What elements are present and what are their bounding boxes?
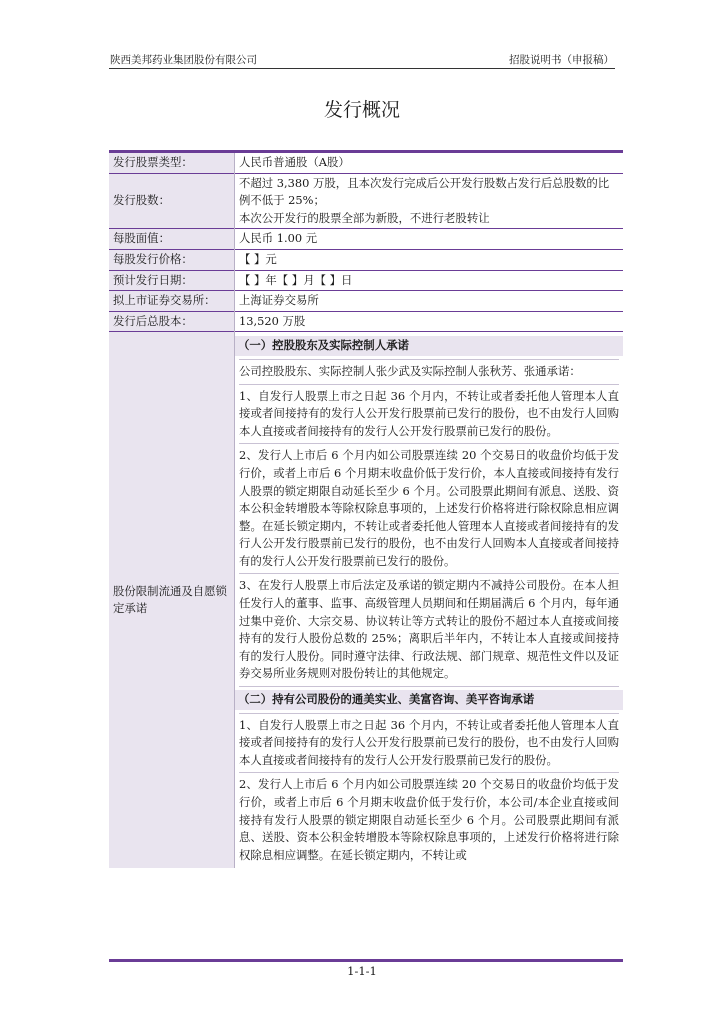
row-label: 每股发行价格： (109, 249, 235, 270)
row-label: 预计发行日期： (109, 270, 235, 291)
header-divider (109, 68, 615, 69)
lockup-label: 股份限制流通及自愿锁定承诺 (109, 332, 235, 869)
page-number: 1-1-1 (347, 964, 377, 978)
row-value (235, 173, 624, 229)
paragraph: 3、在发行人股票上市后法定及承诺的锁定期内不减持公司股份。在本人担任发行人的董事、监事、高级管理人员期间和任期届满后 6 个月内，每年通过集中竞价、大宗交易、协议转让等方式转让的股份不超过本人直接或间接持有的发行人股份总数的 25%；离职后半年内，不转让本人直接或间接持有的发行人股份。同时遵守法律、行政法规、部门规章、规范性文件以及证券交易所业务规则对股份转让的其他规定。 (239, 574, 619, 687)
table-row (109, 173, 623, 229)
table-row (109, 152, 623, 174)
table-row (109, 311, 623, 332)
section-heading: （二）持有公司股份的通美实业、美富咨询、美平咨询承诺 (234, 690, 623, 710)
section-heading: （一）控股股东及实际控制人承诺 (234, 336, 623, 356)
table-row (109, 270, 623, 291)
row-value: 上海证券交易所 (239, 293, 319, 308)
paragraph: 1、自发行人股票上市之日起 36 个月内，不转让或者委托他人管理本人直接或者间接持有的发行人公开发行股票前已发行的股份，也不由发行人回购本人直接或者间接持有的发行人公开发行股票前已发行的股份。 (239, 385, 619, 445)
paragraph: 2、发行人上市后 6 个月内如公司股票连续 20 个交易日的收盘价均低于发行价，或者上市后 6 个月期末收盘价低于发行价，本人直接或间接持有发行人股票的锁定期限自动延长至少 6 个月。公司股票此期间有派息、送股、资本公积金转增股本等除权除息事项的，上述发行价格将进行除权除息相应调整。在延长锁定期内，不转让或者委托他人管理本人直接或者间接持有的发行人公开发行股票前已发行的股份，也不由发行人回购本人直接或者间接持有的发行人公开发行股票前已发行的股份。 (239, 444, 619, 574)
row-label: 发行后总股本： (109, 311, 235, 332)
page-title: 发行概况 (323, 99, 400, 121)
offering-table (109, 150, 623, 868)
row-label: 每股面值： (109, 229, 235, 250)
shares-issued-text: 不超过 3,380 万股，且本次发行完成后公开发行股数占发行后总股数的比例不低于 25%； (239, 175, 610, 208)
header-doc-type: 招股说明书（申报稿） (509, 54, 614, 66)
shares-issued-note: 本次公开发行的股票全部为新股，不进行老股转让 (239, 210, 490, 225)
table-bottom-border (109, 959, 623, 962)
row-label: 拟上市证券交易所： (109, 291, 235, 312)
lockup-content (235, 332, 624, 869)
row-value: 【 】元 (239, 251, 277, 266)
row-label: 发行股票类型： (109, 152, 235, 174)
paragraph: 2、发行人上市后 6 个月内如公司股票连续 20 个交易日的收盘价均低于发行价，或者上市后 6 个月期末收盘价低于发行价，本公司/本企业直接或间接持有发行人股票的锁定期限自动延长至少 6 个月。公司股票此期间有派息、送股、资本公积金转增股本等除权除息事项的，上述发行价格将进行除权除息相应调整。在延长锁定期内，不转让或 (239, 777, 619, 862)
table-row (109, 249, 623, 270)
table-row (109, 229, 623, 250)
paragraph: 公司控股股东、实际控制人张少武及实际控制人张秋芳、张通承诺： (239, 360, 619, 385)
paragraph: 1、自发行人股票上市之日起 36 个月内，不转让或者委托他人管理本人直接或者间接持有的发行人公开发行股票前已发行的股份，也不由发行人回购本人直接或者间接持有的发行人公开发行股票前已发行的股份。 (239, 714, 619, 774)
row-label: 发行股数： (109, 173, 235, 229)
header-company: 陕西美邦药业集团股份有限公司 (110, 54, 257, 66)
row-value: 13,520 万股 (239, 313, 306, 328)
table-row-lockup (109, 332, 623, 869)
row-value: 人民币 1.00 元 (239, 231, 318, 246)
row-value: 人民币普通股（A股） (239, 155, 350, 169)
table-row (109, 291, 623, 312)
row-value: 【 】年【 】月【 】日 (239, 272, 353, 287)
